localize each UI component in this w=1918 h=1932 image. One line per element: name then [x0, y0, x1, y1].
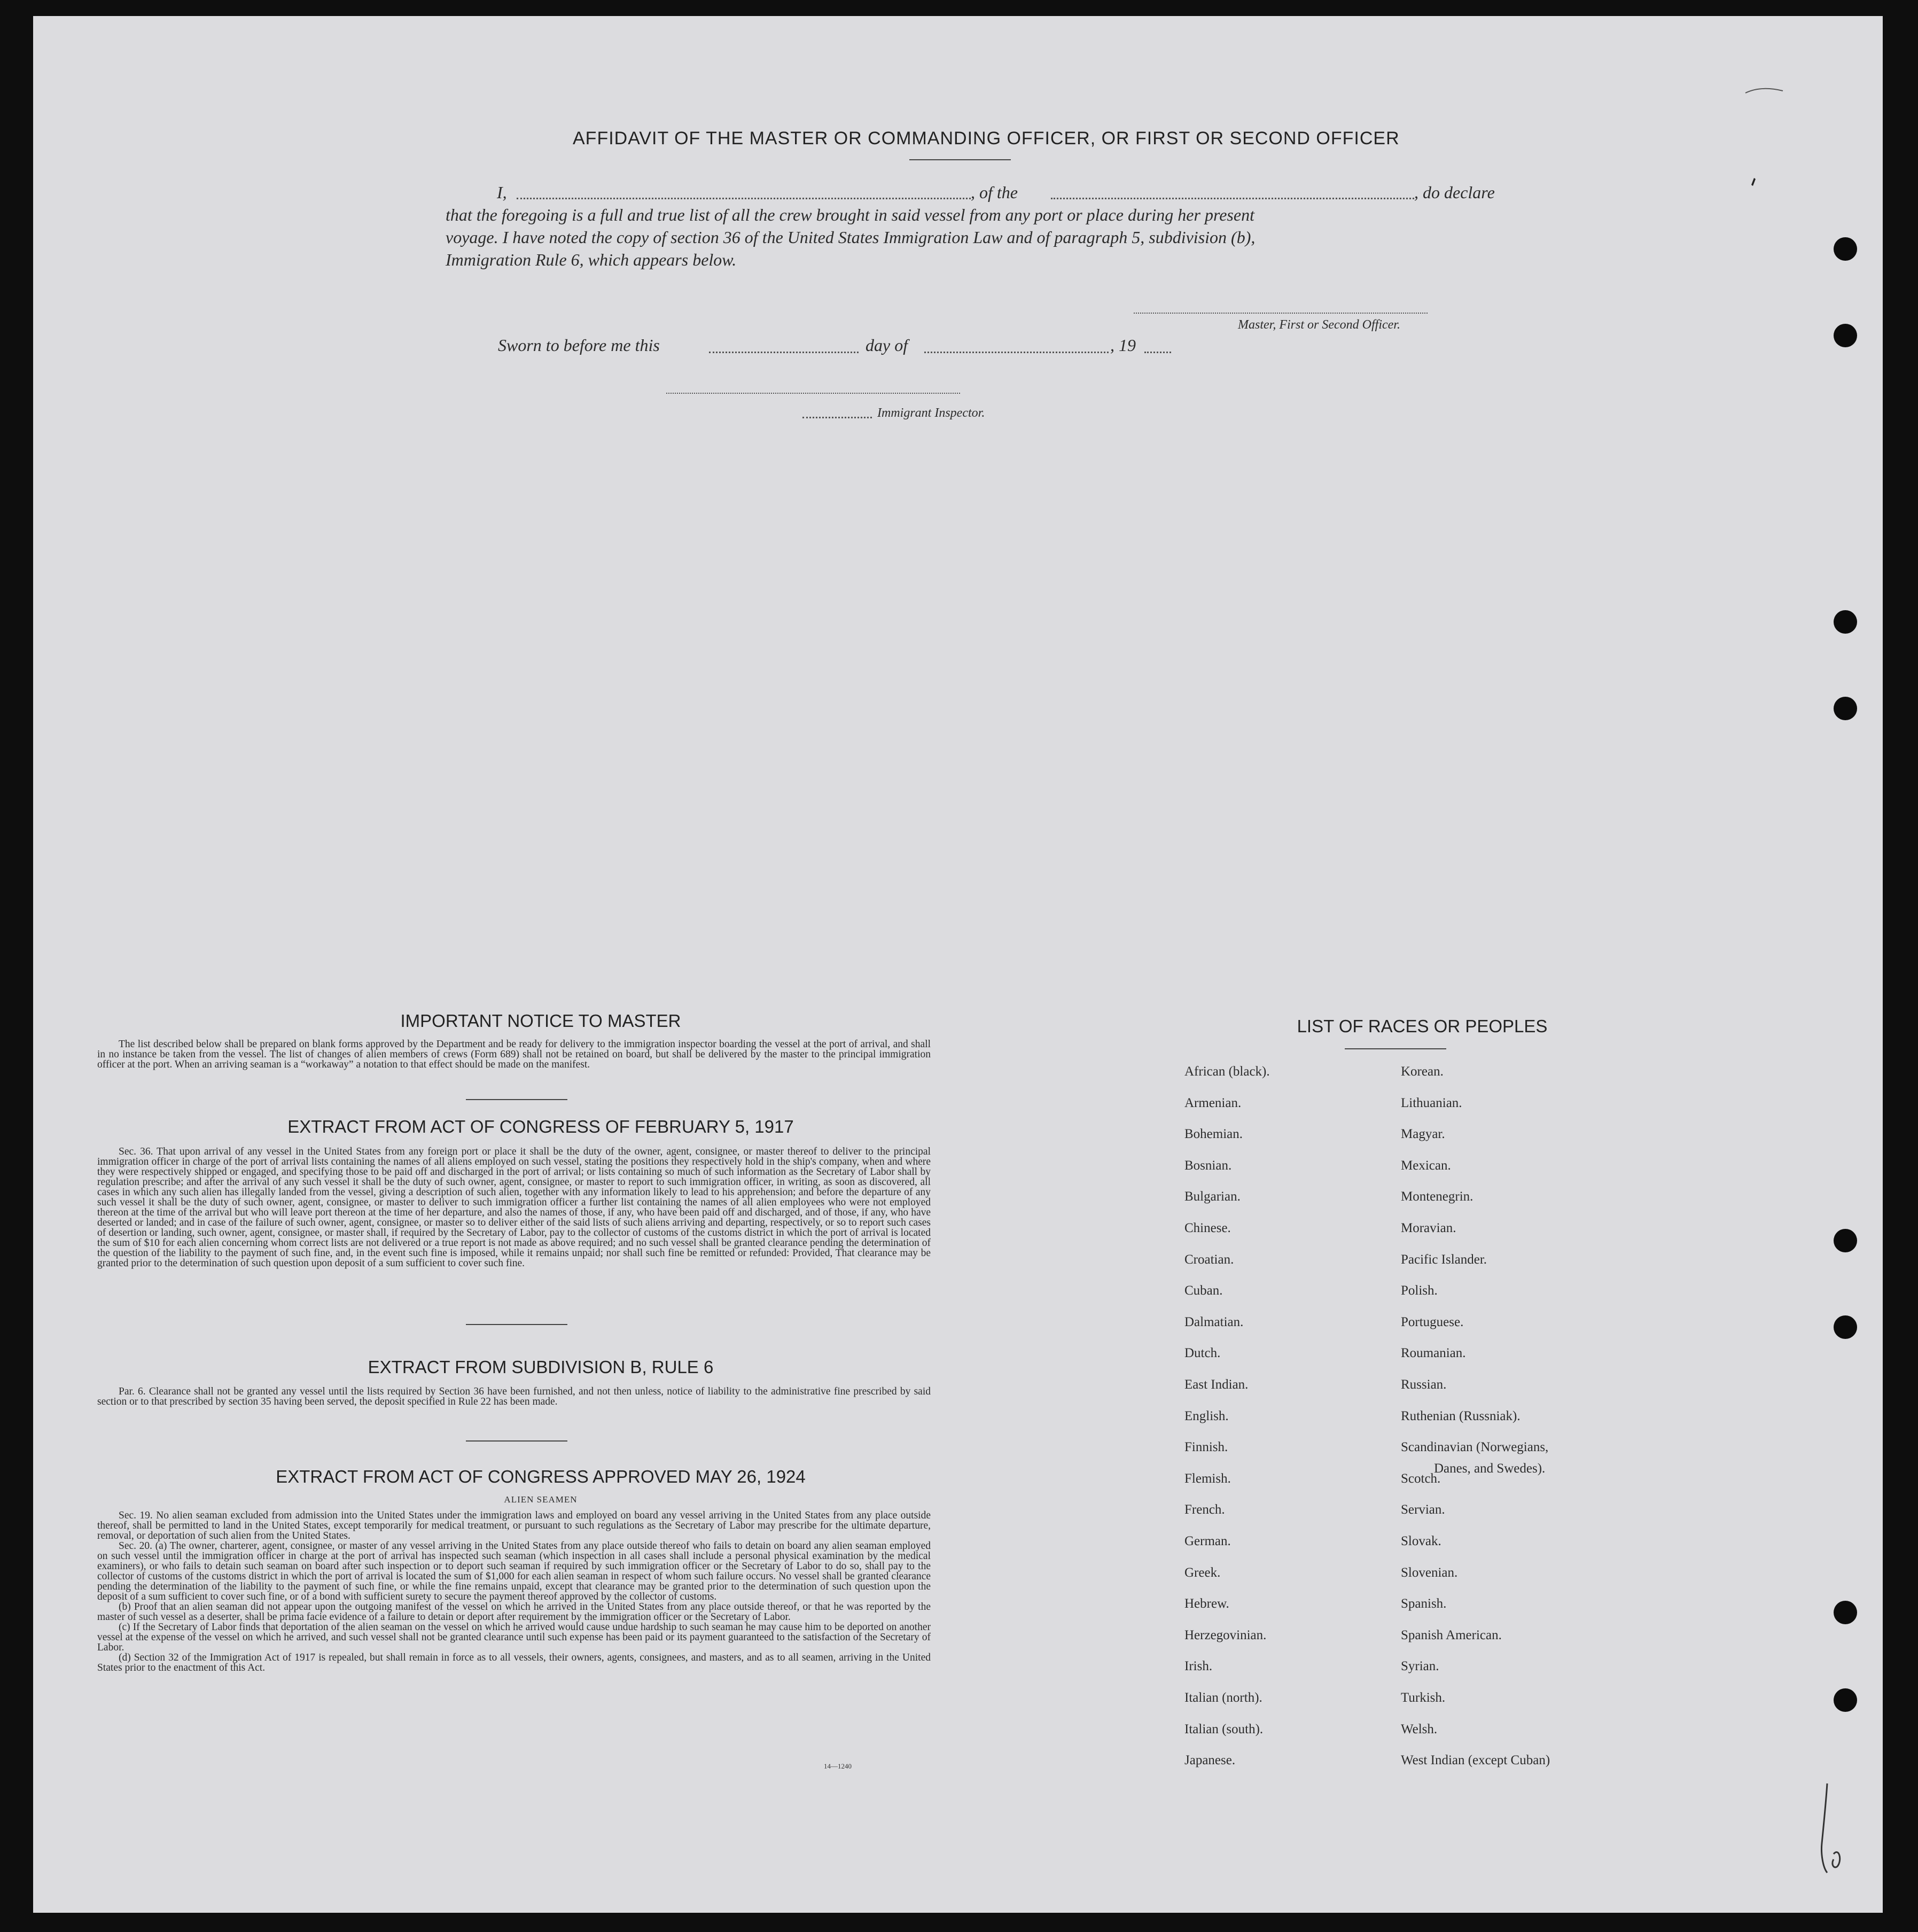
day-of-text: day of	[866, 336, 908, 355]
extract-1917-title: EXTRACT FROM ACT OF CONGRESS OF FEBRUARY 5, 1917	[287, 1117, 794, 1136]
race-item: Spanish.	[1401, 1596, 1447, 1611]
sworn-day-blank	[709, 352, 859, 353]
notice-title: IMPORTANT NOTICE TO MASTER	[400, 1011, 681, 1031]
race-item: Finnish.	[1184, 1440, 1228, 1454]
race-item: Roumanian.	[1401, 1346, 1466, 1360]
race-item: Servian.	[1401, 1502, 1445, 1517]
race-item: Welsh.	[1401, 1722, 1438, 1736]
affidavit-of-the: , of the	[971, 183, 1018, 202]
extract-1917-divider	[466, 1324, 567, 1325]
race-item: Italian (south).	[1184, 1722, 1264, 1736]
vessel-blank	[1051, 198, 1414, 199]
race-item: Moravian.	[1401, 1221, 1456, 1235]
race-item: Bosnian.	[1184, 1158, 1232, 1173]
affidavit-line-4: Immigration Rule 6, which appears below.	[446, 250, 737, 269]
affidavit-title: AFFIDAVIT OF THE MASTER OR COMMANDING OFFICER, OR FIRST OR SECOND OFFICER	[573, 128, 1400, 149]
master-signature-line	[1134, 313, 1428, 314]
binder-hole	[1834, 610, 1857, 634]
race-item: Irish.	[1184, 1659, 1213, 1673]
race-item: West Indian (except Cuban)	[1401, 1753, 1550, 1767]
race-item: Lithuanian.	[1401, 1096, 1462, 1110]
extract-1917-text	[97, 1147, 931, 1268]
race-item: Bohemian.	[1184, 1127, 1243, 1141]
race-item: Syrian.	[1401, 1659, 1439, 1673]
notice-paragraph: The list described below shall be prepared on blank forms approved by the Department and be ready for delivery to the immigration inspector boarding the vessel at the port of arrival, and shall in no instance be taken from the vessel. The list of changes of alien members of crews (Form 689) shall not be retained on board, but shall be delivered by the master to the principal immigration officer at the port. When an arriving seaman is a “workaway” a notation to that effect should be made on the manifest.	[97, 1039, 931, 1070]
sworn-month-blank	[924, 352, 1109, 353]
race-item: Greek.	[1184, 1565, 1221, 1580]
race-item: Armenian.	[1184, 1096, 1242, 1110]
sec-20b-paragraph: (b) Proof that an alien seaman did not appear upon the outgoing manifest of the vessel on which he arrived in the United States from any place outside thereof, or that he was reported by the master of such vessel as a deserter, shall be prima facie evidence of a failure to detain or deport after requirement by the immigration officer or the Secretary of Labor.	[97, 1601, 931, 1623]
subdivision-b-divider	[466, 1440, 567, 1442]
binder-hole	[1834, 1601, 1857, 1624]
race-item: French.	[1184, 1502, 1225, 1517]
race-item: Korean.	[1401, 1064, 1444, 1079]
corner-mark	[1743, 85, 1786, 96]
notice-divider	[466, 1099, 567, 1100]
race-item: Japanese.	[1184, 1753, 1236, 1767]
ink-spot	[1749, 176, 1758, 187]
binder-hole	[1834, 1229, 1857, 1252]
master-label: Master, First or Second Officer.	[1238, 318, 1400, 332]
affidavit-i: I,	[497, 183, 507, 202]
binder-hole	[1834, 237, 1857, 261]
section-36-paragraph: Sec. 36. That upon arrival of any vessel in the United States from any foreign port or place it shall be the duty of the owner, agent, consignee, or master thereof to deliver to the principal immigration officer in charge of the port of arrival lists containing the names of all aliens employed on such vessel, stating the positions they respectively hold in the ship's company, when and where they were respectively shipped or engaged, and specifying those to be paid off and discharged in the port of arrival; or lists containing so much of such information as the Secretary of Labor shall by regulation prescribe; and after the arrival of any such vessel it shall be the duty of such owner, agent, consignee, or master to report to such immigration officer, in writing, as soon as discovered, all cases in which any such alien has illegally landed from the vessel, giving a description of such alien, together with any information likely to lead to his apprehension; and before the departure of any such vessel it shall be the duty of such owner, agent, consignee, or master to deliver to such immigration officer a further list containing the names of all alien employees who were not employed thereon at the time of the arrival but who will leave port thereon at the time of her departure, and also the names of those, if any, who have been paid off and discharged, and of those, if any, who have deserted or landed; and in case of the failure of such owner, agent, consignee, or master so to deliver either of the said lists of such aliens arriving and departing, respectively, or so to report such cases of desertion or landing, such owner, agent, consignee, or master shall, if required by the Secretary of Labor, pay to the collector of customs of the customs district in which the port of arrival is located the sum of $10 for each alien concerning whom correct lists are not delivered or a true report is not made as above required; and no such vessel shall be granted clearance pending the determination of the question of the liability to the payment of such fine, and, in the event such fine is imposed, while it remains unpaid; nor shall such fine be remitted or refunded: Provided, That clearance may be granted prior to the determination of such question upon deposit of a sum sufficient to cover such fine.	[97, 1146, 931, 1269]
name-blank	[517, 198, 971, 199]
extract-1924-title: EXTRACT FROM ACT OF CONGRESS APPROVED MAY 26, 1924	[276, 1467, 806, 1486]
alien-seamen-subtitle: ALIEN SEAMEN	[504, 1494, 578, 1505]
form-number: 14—1240	[824, 1762, 852, 1770]
race-item: Croatian.	[1184, 1252, 1234, 1267]
race-item: Herzegovinian.	[1184, 1628, 1267, 1642]
race-item: Scandinavian (Norwegians,	[1401, 1440, 1549, 1454]
race-item: Magyar.	[1401, 1127, 1445, 1141]
par-6-paragraph: Par. 6. Clearance shall not be granted any vessel until the lists required by Section 36 have been furnished, and not then unless, notice of liability to the administrative fine prescribed by said section or to that prescribed by section 35 having been served, the deposit specified in Rule 22 has been made.	[97, 1386, 931, 1407]
race-item: Slovenian.	[1401, 1565, 1458, 1580]
race-item: Bulgarian.	[1184, 1189, 1241, 1204]
affidavit-line-1	[497, 183, 507, 202]
race-item: Portuguese.	[1401, 1315, 1464, 1329]
sec-19-paragraph: Sec. 19. No alien seaman excluded from admission into the United States under the immigration laws and employed on board any vessel arriving in the United States from any place outside thereof, shall be permitted to land in the United States, except temporarily for medical treatment, or pursuant to such regulations as the Secretary of Labor may prescribe for the ultimate departure, removal, or deportation of such alien from the United States.	[97, 1510, 931, 1541]
inspector-dots	[802, 417, 872, 418]
sec-20c-paragraph: (c) If the Secretary of Labor finds that deportation of the alien seaman on the vessel on which he arrived would cause undue hardship to such seaman he may cause him to be deported on another vessel at the expense of the vessel on which he arrived, and such vessel shall not be granted clearance until such expense has been paid or its payment guaranteed to the satisfaction of the Secretary of Labor.	[97, 1622, 931, 1653]
race-item: African (black).	[1184, 1064, 1270, 1079]
affidavit-declare: , do declare	[1414, 183, 1495, 202]
race-item: Montenegrin.	[1401, 1189, 1473, 1204]
binder-hole	[1834, 1688, 1857, 1712]
races-title: LIST OF RACES OR PEOPLES	[1297, 1016, 1548, 1036]
affidavit-line-2: that the foregoing is a full and true list of all the crew brought in said vessel from any port or place during her present	[446, 205, 1254, 224]
race-item: Scotch.	[1401, 1471, 1441, 1486]
notice-text	[97, 1039, 931, 1070]
race-item: Ruthenian (Russniak).	[1401, 1409, 1521, 1423]
race-item: Polish.	[1401, 1283, 1438, 1298]
sec-20d-paragraph: (d) Section 32 of the Immigration Act of 1917 is repealed, but shall remain in force as to all vessels, their owners, agents, consignees, and masters, and as to all seamen, arriving in the United States prior to the enactment of this Act.	[97, 1652, 931, 1673]
binder-hole	[1834, 1315, 1857, 1339]
title-underline	[909, 159, 1011, 160]
document-page	[33, 16, 1883, 1913]
affidavit-line-3: voyage. I have noted the copy of section 36 of the United States Immigration Law and of paragraph 5, subdivision (b),	[446, 228, 1256, 247]
race-item: German.	[1184, 1534, 1231, 1548]
race-item: Hebrew.	[1184, 1596, 1229, 1611]
extract-1924-text	[97, 1510, 931, 1673]
sec-20a-paragraph: Sec. 20. (a) The owner, charterer, agent, consignee, or master of any vessel arriving in the United States from any place outside thereof who fails to detain on board any alien seaman employed on such vessel until the immigration officer in charge at the port of arrival has inspected such seaman (which inspection in all cases shall include a personal physical examination by the medical examiners), or who fails to detain such seaman on board after such inspection or to deport such seaman if required by such immigration officer or the Secretary of Labor to do so, shall pay to the collector of customs of the customs district in which the port of arrival is located the sum of $1,000 for each alien seaman in respect of whom such failure occurs. No vessel shall be granted clearance pending the determination of the liability to the payment of such fine, or while the fine remains unpaid, except that clearance may be granted prior to the determination of such question upon the deposit of a sum sufficient to cover such fine, or of a bond with sufficient surety to secure the payment thereof approved by the collector of customs.	[97, 1540, 931, 1602]
sworn-year-blank	[1144, 352, 1171, 353]
race-item: Turkish.	[1401, 1690, 1446, 1705]
race-item: Chinese.	[1184, 1221, 1231, 1235]
subdivision-b-title: EXTRACT FROM SUBDIVISION B, RULE 6	[368, 1357, 714, 1377]
race-item: Cuban.	[1184, 1283, 1223, 1298]
inspector-label: Immigrant Inspector.	[877, 406, 985, 420]
subdivision-b-text	[97, 1386, 931, 1407]
race-scandinavian-continuation: Danes, and Swedes).	[1434, 1461, 1546, 1476]
race-item: Mexican.	[1401, 1158, 1451, 1173]
inspector-signature-line	[666, 393, 960, 394]
race-item: East Indian.	[1184, 1377, 1249, 1392]
race-item: Italian (north).	[1184, 1690, 1262, 1705]
race-item: Dutch.	[1184, 1346, 1221, 1360]
race-item: Spanish American.	[1401, 1628, 1502, 1642]
binder-hole	[1834, 324, 1857, 347]
race-item: Flemish.	[1184, 1471, 1231, 1486]
race-item: English.	[1184, 1409, 1229, 1423]
race-item: Russian.	[1401, 1377, 1447, 1392]
binder-hole	[1834, 697, 1857, 720]
race-item: Dalmatian.	[1184, 1315, 1244, 1329]
race-item: Pacific Islander.	[1401, 1252, 1487, 1267]
races-underline	[1345, 1048, 1446, 1049]
handwritten-mark	[1812, 1779, 1850, 1881]
race-item: Slovak.	[1401, 1534, 1441, 1548]
sworn-text: Sworn to before me this	[498, 336, 660, 355]
year-text: , 19	[1110, 336, 1136, 355]
